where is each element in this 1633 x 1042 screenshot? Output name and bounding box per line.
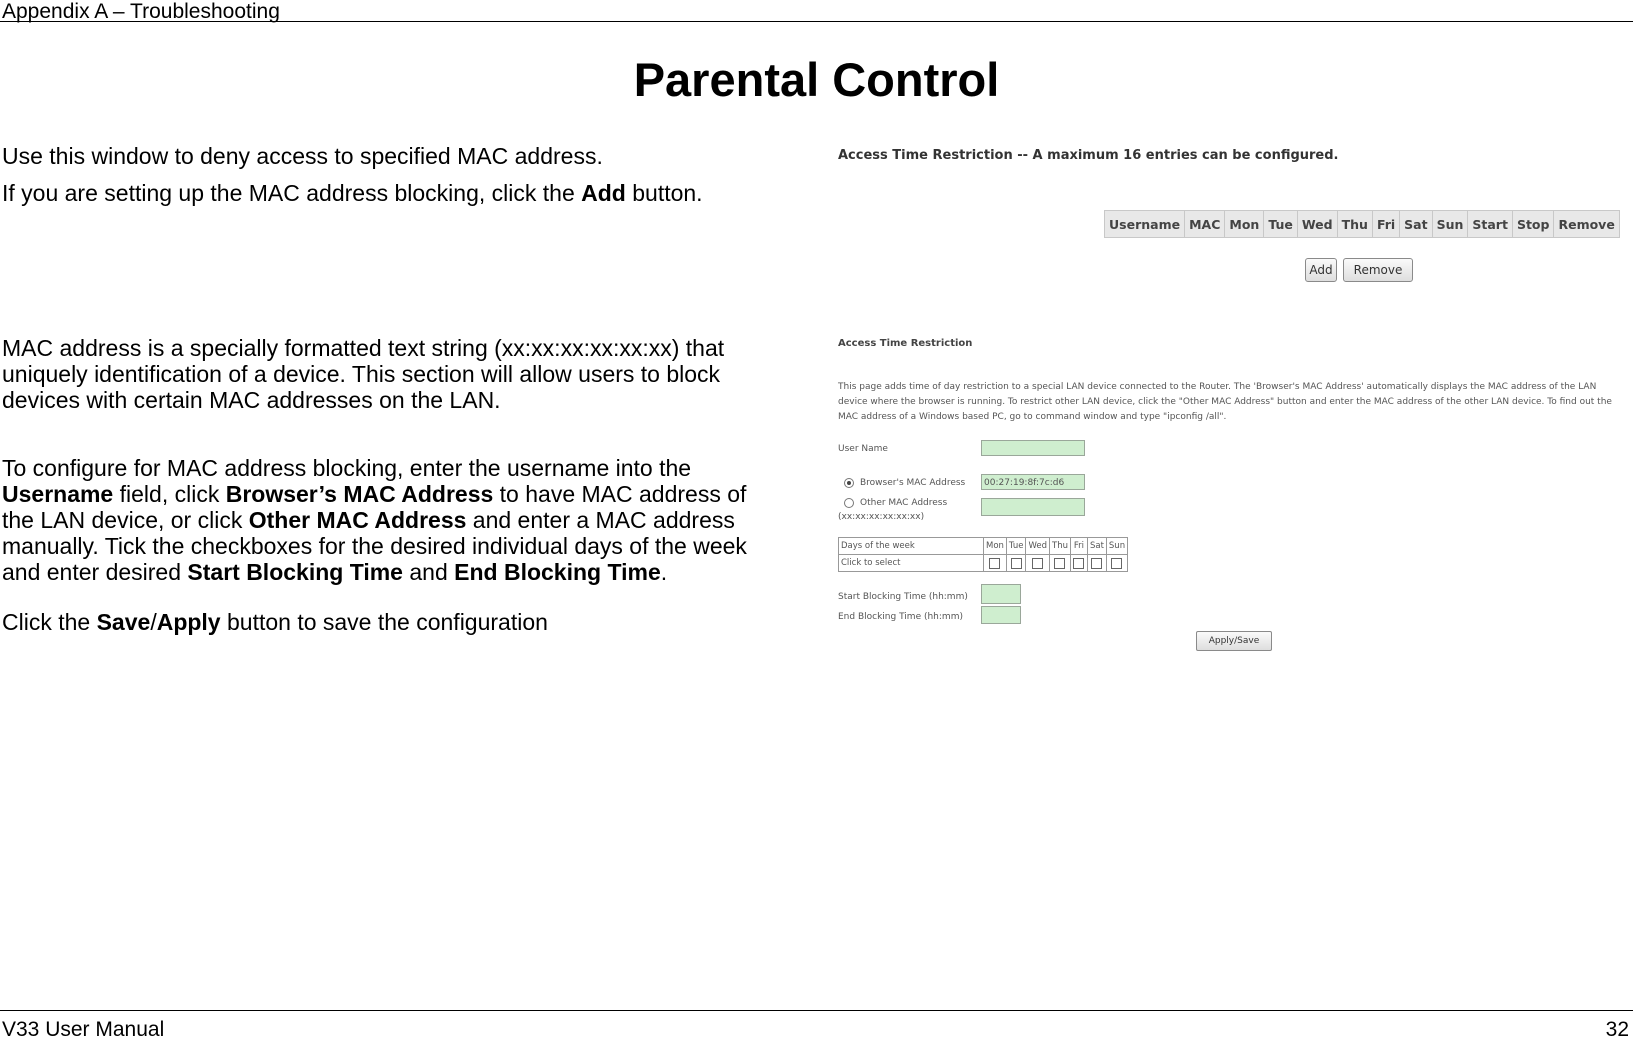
day-checkbox[interactable] (1011, 558, 1022, 569)
mac-line-1: MAC address is a specially formatted text string (xx:xx:xx:xx:xx:xx) that (2, 335, 725, 361)
start-time-label: Start Blocking Time (hh:mm) (838, 592, 968, 602)
config-text: and (402, 559, 455, 585)
day-header: Wed (1026, 538, 1050, 555)
mac-paragraph (2, 335, 724, 413)
day-checkbox-cell (1087, 555, 1106, 572)
username-label: User Name (838, 444, 888, 454)
column-header: Username (1105, 211, 1185, 238)
running-header: Appendix A – Troubleshooting (2, 0, 280, 23)
column-header: Tue (1264, 211, 1298, 238)
days-table (838, 537, 1128, 572)
day-checkbox[interactable] (989, 558, 1000, 569)
day-checkbox-cell (1106, 555, 1127, 572)
day-checkbox-cell (1006, 555, 1026, 572)
table-header-row (1105, 211, 1620, 238)
page-number: 32 (1605, 1018, 1629, 1041)
day-header: Sat (1087, 538, 1106, 555)
intro-text-end: button. (625, 180, 703, 206)
day-checkbox[interactable] (1111, 558, 1122, 569)
config-line-2 (2, 481, 747, 507)
apply-save-button[interactable]: Apply/Save (1196, 631, 1272, 651)
remove-button[interactable]: Remove (1343, 258, 1413, 282)
day-header: Tue (1006, 538, 1026, 555)
day-header: Mon (984, 538, 1007, 555)
config-line-5 (2, 559, 747, 585)
config-line-4: manually. Tick the checkboxes for the desired individual days of the week (2, 533, 747, 559)
config-text: and enter desired (2, 559, 188, 585)
add-button[interactable]: Add (1305, 258, 1337, 282)
other-mac-input[interactable] (981, 498, 1085, 516)
config-text: and enter a MAC address (466, 507, 735, 533)
end-time-label: End Blocking Time (hh:mm) (838, 612, 963, 622)
mac-line-2: uniquely identification of a device. This section will allow users to block (2, 361, 721, 387)
config-text: . (660, 559, 668, 585)
browser-mac-radio[interactable] (844, 478, 854, 488)
save-keyword: Save (96, 609, 151, 635)
day-checkbox-cell (984, 555, 1007, 572)
apply-keyword: Apply (156, 609, 221, 635)
day-checkbox-cell (1026, 555, 1050, 572)
day-checkbox[interactable] (1054, 558, 1065, 569)
column-header: Sun (1432, 211, 1468, 238)
config-text: field, click (113, 481, 226, 507)
other-mac-radio[interactable] (844, 498, 854, 508)
browser-mac-label: Browser's MAC Address (860, 478, 966, 488)
mac-line-3: devices with certain MAC addresses on the LAN. (2, 387, 501, 413)
config-text: the LAN device, or click (2, 507, 249, 533)
header-divider (0, 21, 1633, 22)
browser-mac-keyword: Browser’s MAC Address (225, 481, 494, 507)
slash: / (150, 609, 157, 635)
start-time-keyword: Start Blocking Time (187, 559, 403, 585)
day-checkbox-cell (1070, 555, 1087, 572)
column-header: Stop (1512, 211, 1554, 238)
config-line-1: To configure for MAC address blocking, enter the username into the (2, 455, 692, 481)
column-header: Thu (1337, 211, 1372, 238)
intro-line-2 (2, 180, 703, 206)
other-mac-label: Other MAC Address (860, 498, 948, 508)
column-header: Sat (1400, 211, 1432, 238)
other-mac-keyword: Other MAC Address (248, 507, 467, 533)
end-time-input[interactable] (981, 606, 1021, 624)
access-time-list-screenshot (838, 148, 1620, 288)
restriction-table (1104, 210, 1620, 238)
column-header: Remove (1554, 211, 1619, 238)
username-input[interactable] (981, 440, 1085, 456)
page-title: Parental Control (633, 53, 1000, 106)
column-header: MAC (1185, 211, 1225, 238)
list-heading: Access Time Restriction -- A maximum 16 entries can be configured. (838, 148, 1339, 163)
save-paragraph (2, 609, 548, 635)
access-time-form-screenshot (838, 338, 1620, 658)
manual-name: V33 User Manual (2, 1018, 165, 1041)
column-header: Mon (1225, 211, 1264, 238)
config-text: to have MAC address of (493, 481, 747, 507)
footer-divider (0, 1010, 1633, 1011)
day-checkbox-cell (1050, 555, 1071, 572)
days-checkbox-row (839, 555, 1128, 572)
mac-format-hint: (xx:xx:xx:xx:xx:xx) (838, 512, 925, 522)
browser-mac-field[interactable]: 00:27:19:8f:7c:d6 (981, 474, 1085, 490)
form-heading: Access Time Restriction (838, 338, 973, 349)
column-header: Start (1468, 211, 1513, 238)
days-label: Days of the week (839, 538, 984, 555)
save-text: Click the (2, 609, 97, 635)
intro-text: If you are setting up the MAC address blocking, click the (2, 180, 582, 206)
day-header: Sun (1106, 538, 1127, 555)
days-header-row (839, 538, 1128, 555)
day-header: Fri (1070, 538, 1087, 555)
click-to-select-label: Click to select (839, 555, 984, 572)
start-time-input[interactable] (981, 584, 1021, 604)
form-description: This page adds time of day restriction to a special LAN device connected to the Router. The 'Browser's MAC Address' automatically displays the MAC address of the LAN device where the browser is running. To restrict other LAN device, click the "Other MAC Address" button and enter the MAC address of the other LAN device. To find out the MAC address of a Windows based PC, go to command window and type "ipconfig /all". (838, 382, 1612, 422)
add-keyword: Add (581, 180, 626, 206)
day-checkbox[interactable] (1073, 558, 1084, 569)
username-keyword: Username (2, 481, 114, 507)
intro-line-1: Use this window to deny access to specified MAC address. (2, 143, 603, 169)
save-text-end: button to save the configuration (220, 609, 548, 635)
column-header: Wed (1297, 211, 1337, 238)
config-line-3 (2, 507, 747, 533)
day-checkbox[interactable] (1032, 558, 1043, 569)
config-paragraph (2, 455, 747, 585)
day-header: Thu (1050, 538, 1071, 555)
day-checkbox[interactable] (1091, 558, 1102, 569)
end-time-keyword: End Blocking Time (454, 559, 661, 585)
column-header: Fri (1372, 211, 1399, 238)
